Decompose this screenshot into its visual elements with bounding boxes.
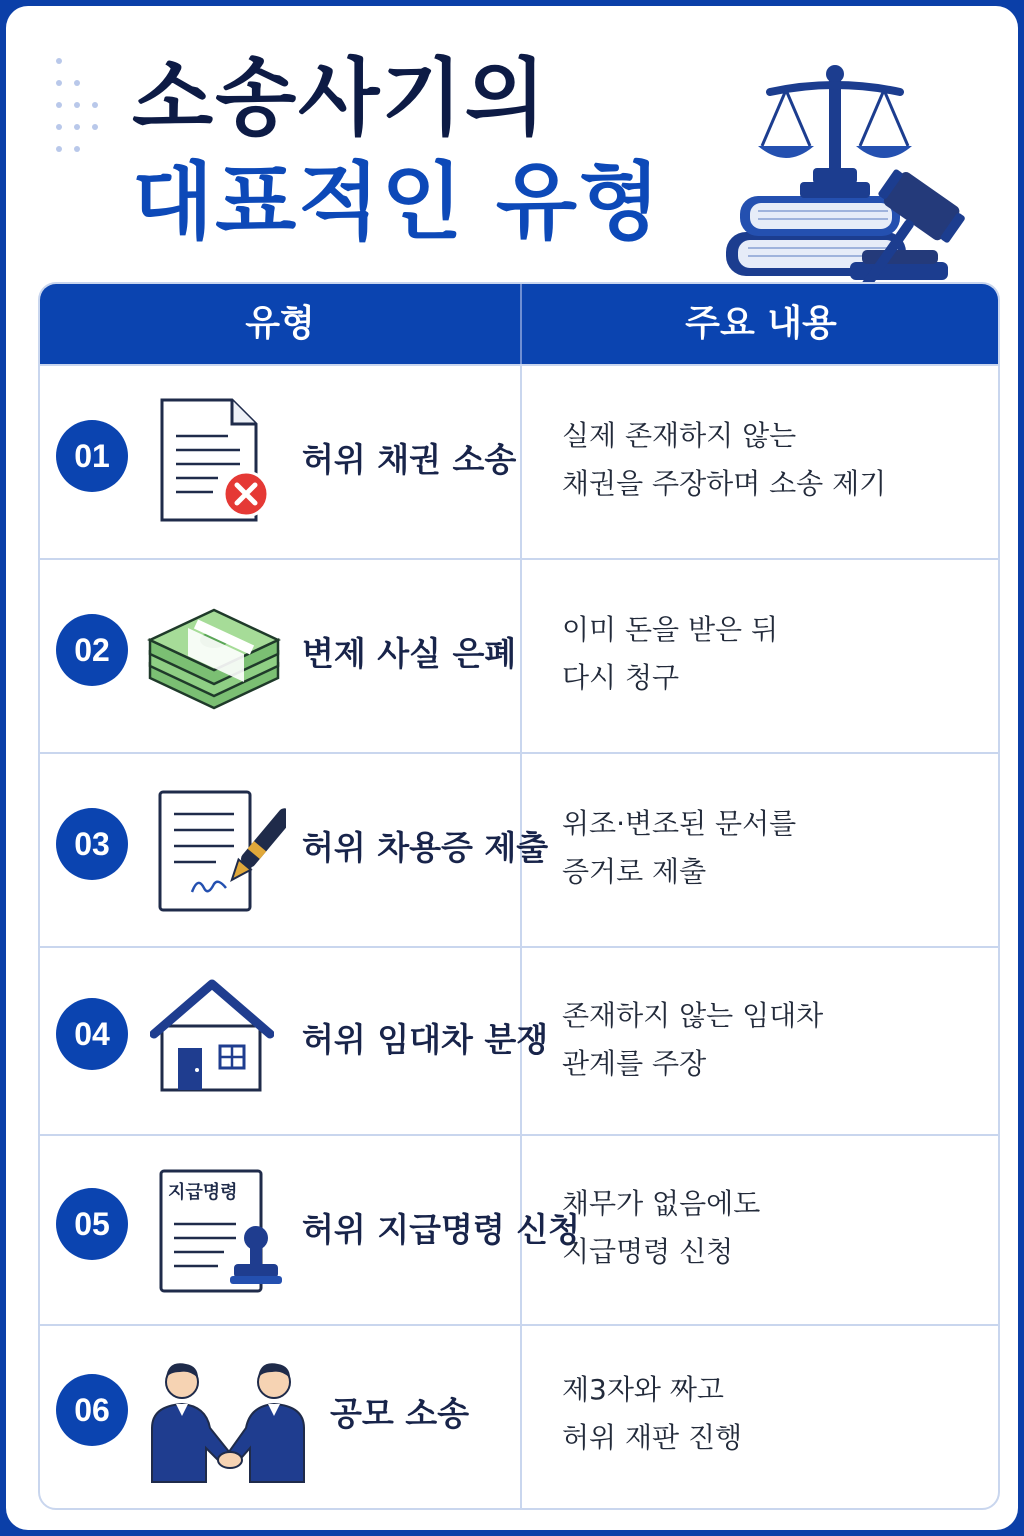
row-type-label: 허위 지급명령 신청 bbox=[302, 1210, 581, 1249]
row-desc-line1: 존재하지 않는 임대차 bbox=[562, 999, 824, 1032]
row-desc-line2: 증거로 제출 bbox=[562, 855, 707, 888]
header-type: 유형 bbox=[245, 303, 315, 344]
handshake-icon bbox=[146, 1356, 310, 1486]
payment-order-stamp-icon bbox=[158, 1168, 282, 1298]
row-number-badge: 02 bbox=[56, 614, 128, 686]
table-row bbox=[40, 558, 998, 752]
row-desc-line1: 채무가 없음에도 bbox=[562, 1187, 761, 1220]
page-title-line1: 소송사기의 bbox=[132, 49, 548, 147]
row-desc-line2: 채권을 주장하며 소송 제기 bbox=[562, 467, 887, 500]
house-icon bbox=[150, 978, 274, 1094]
signed-document-pen-icon bbox=[156, 788, 286, 914]
table-row bbox=[40, 1134, 998, 1324]
row-desc-line2: 허위 재판 진행 bbox=[562, 1421, 743, 1454]
row-number-badge: 06 bbox=[56, 1374, 128, 1446]
table-header bbox=[40, 284, 998, 364]
infographic-card bbox=[6, 6, 1018, 1530]
document-rejected-icon bbox=[158, 396, 278, 526]
table-row bbox=[40, 1324, 998, 1510]
header-content: 주요 내용 bbox=[685, 303, 837, 344]
page-title-line2: 대표적인 유형 bbox=[132, 153, 663, 251]
row-desc-line2: 관계를 주장 bbox=[562, 1047, 707, 1080]
row-type-label: 공모 소송 bbox=[330, 1394, 470, 1433]
money-stack-icon bbox=[144, 602, 284, 712]
table-row bbox=[40, 752, 998, 946]
row-number-badge: 03 bbox=[56, 808, 128, 880]
row-desc-line2: 지급명령 신청 bbox=[562, 1235, 734, 1268]
table-row bbox=[40, 364, 998, 558]
payment-order-icon-text: 지급명령 bbox=[168, 1182, 238, 1203]
row-type-label: 허위 채권 소송 bbox=[302, 440, 517, 479]
row-desc-line2: 다시 청구 bbox=[562, 661, 680, 694]
row-type-label: 허위 차용증 제출 bbox=[302, 828, 549, 867]
row-desc-line1: 위조·변조된 문서를 bbox=[562, 807, 797, 840]
row-type-label: 허위 임대차 분쟁 bbox=[302, 1020, 549, 1059]
row-desc-line1: 제3자와 짜고 bbox=[562, 1373, 724, 1406]
fraud-types-table bbox=[38, 282, 1000, 1510]
row-number-badge: 04 bbox=[56, 998, 128, 1070]
decorative-dots bbox=[56, 58, 116, 158]
row-type-label: 변제 사실 은폐 bbox=[302, 634, 517, 673]
row-number-badge: 01 bbox=[56, 420, 128, 492]
scales-books-gavel-icon bbox=[718, 56, 1018, 286]
table-row bbox=[40, 946, 998, 1134]
row-desc-line1: 이미 돈을 받은 뒤 bbox=[562, 613, 779, 646]
row-number-badge: 05 bbox=[56, 1188, 128, 1260]
row-desc-line1: 실제 존재하지 않는 bbox=[562, 419, 797, 452]
